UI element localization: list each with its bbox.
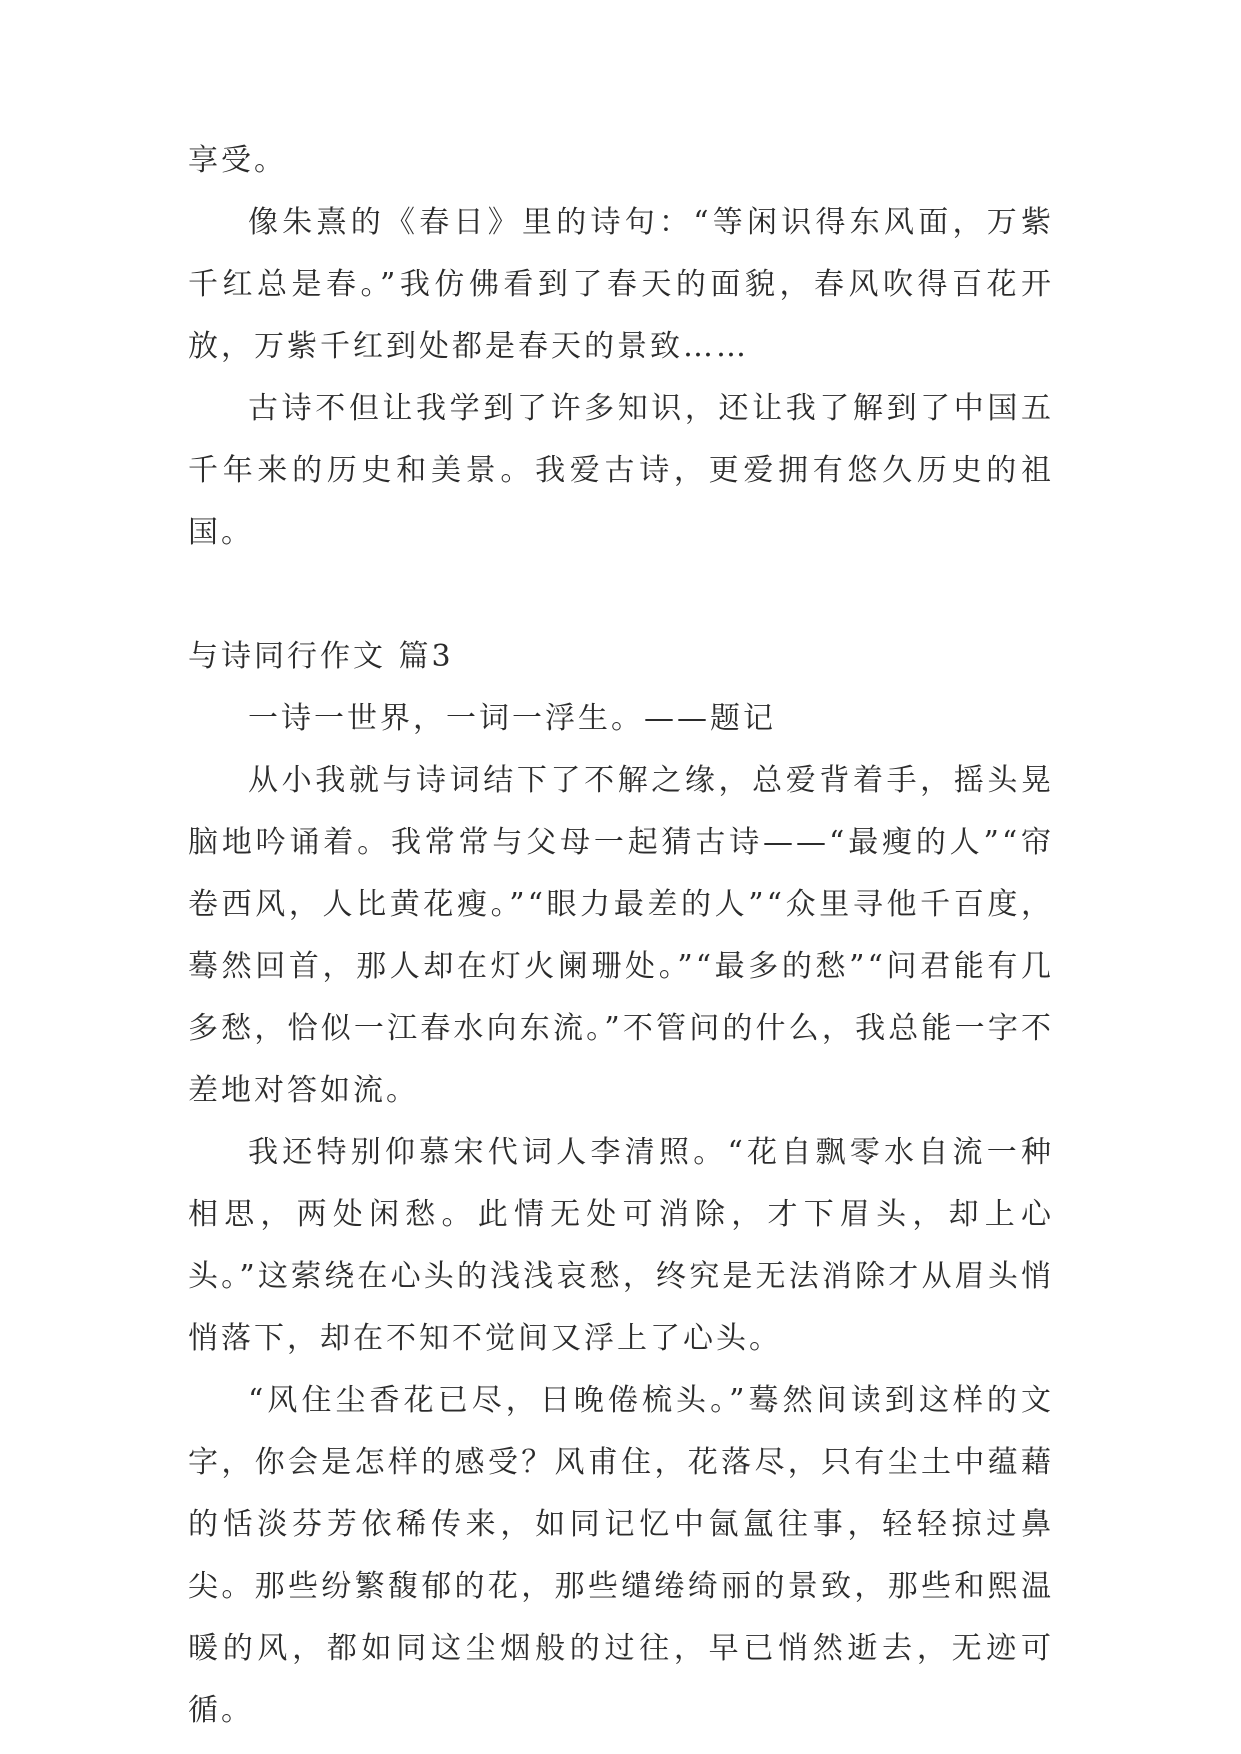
paragraph-wind-dust-fragrance: “风住尘香花已尽，日晚倦梳头。”蓦然间读到这样的文字，你会是怎样的感受？风甫住，花落尽，只有尘土中蕴藉的恬淡芬芳依稀传来，如同记忆中氤氲往事，轻轻掠过鼻尖。那些纷繁馥郁的花，那些缱绻绮丽的景致，那些和熙温暖的风，都如同这尘烟般的过往，早已悄然逝去，无迹可循。: [188, 1383, 1054, 1728]
paragraph-li-qingzhao: 我还特别仰慕宋代词人李清照。“花自飘零水自流一种相思，两处闲愁。此情无处可消除，才下眉头，却上心头。”这萦绕在心头的浅浅哀愁，终究是无法消除才从眉头悄悄落下，却在不知不觉间又浮上了心头。: [188, 1135, 1054, 1356]
paragraph-continuation: 享受。: [188, 143, 287, 178]
paragraph-childhood-poetry: 从小我就与诗词结下了不解之缘，总爱背着手，摇头晃脑地吟诵着。我常常与父母一起猜古诗——“最瘦的人”“帘卷西风，人比黄花瘦。”“眼力最差的人”“众里寻他千百度，蓦然回首，那人却在灯火阑珊处。”“最多的愁”“问君能有几多愁，恰似一江春水向东流。”不管问的什么，我总能一字不差地对答如流。: [188, 763, 1054, 1108]
document-body: [188, 130, 1054, 1742]
section-heading: 与诗同行作文 篇3: [188, 639, 454, 674]
paragraph-chunxi-poem: 像朱熹的《春日》里的诗句：“等闲识得东风面，万紫千红总是春。”我仿佛看到了春天的面貌，春风吹得百花开放，万紫千红到处都是春天的景致……: [188, 205, 1054, 364]
section-spacer: [188, 564, 1054, 626]
paragraph-love-ancient-poetry: 古诗不但让我学到了许多知识，还让我了解到了中国五千年来的历史和美景。我爱古诗，更爱拥有悠久历史的祖国。: [188, 391, 1054, 550]
paragraph-epigraph: 一诗一世界，一词一浮生。——题记: [248, 701, 776, 736]
